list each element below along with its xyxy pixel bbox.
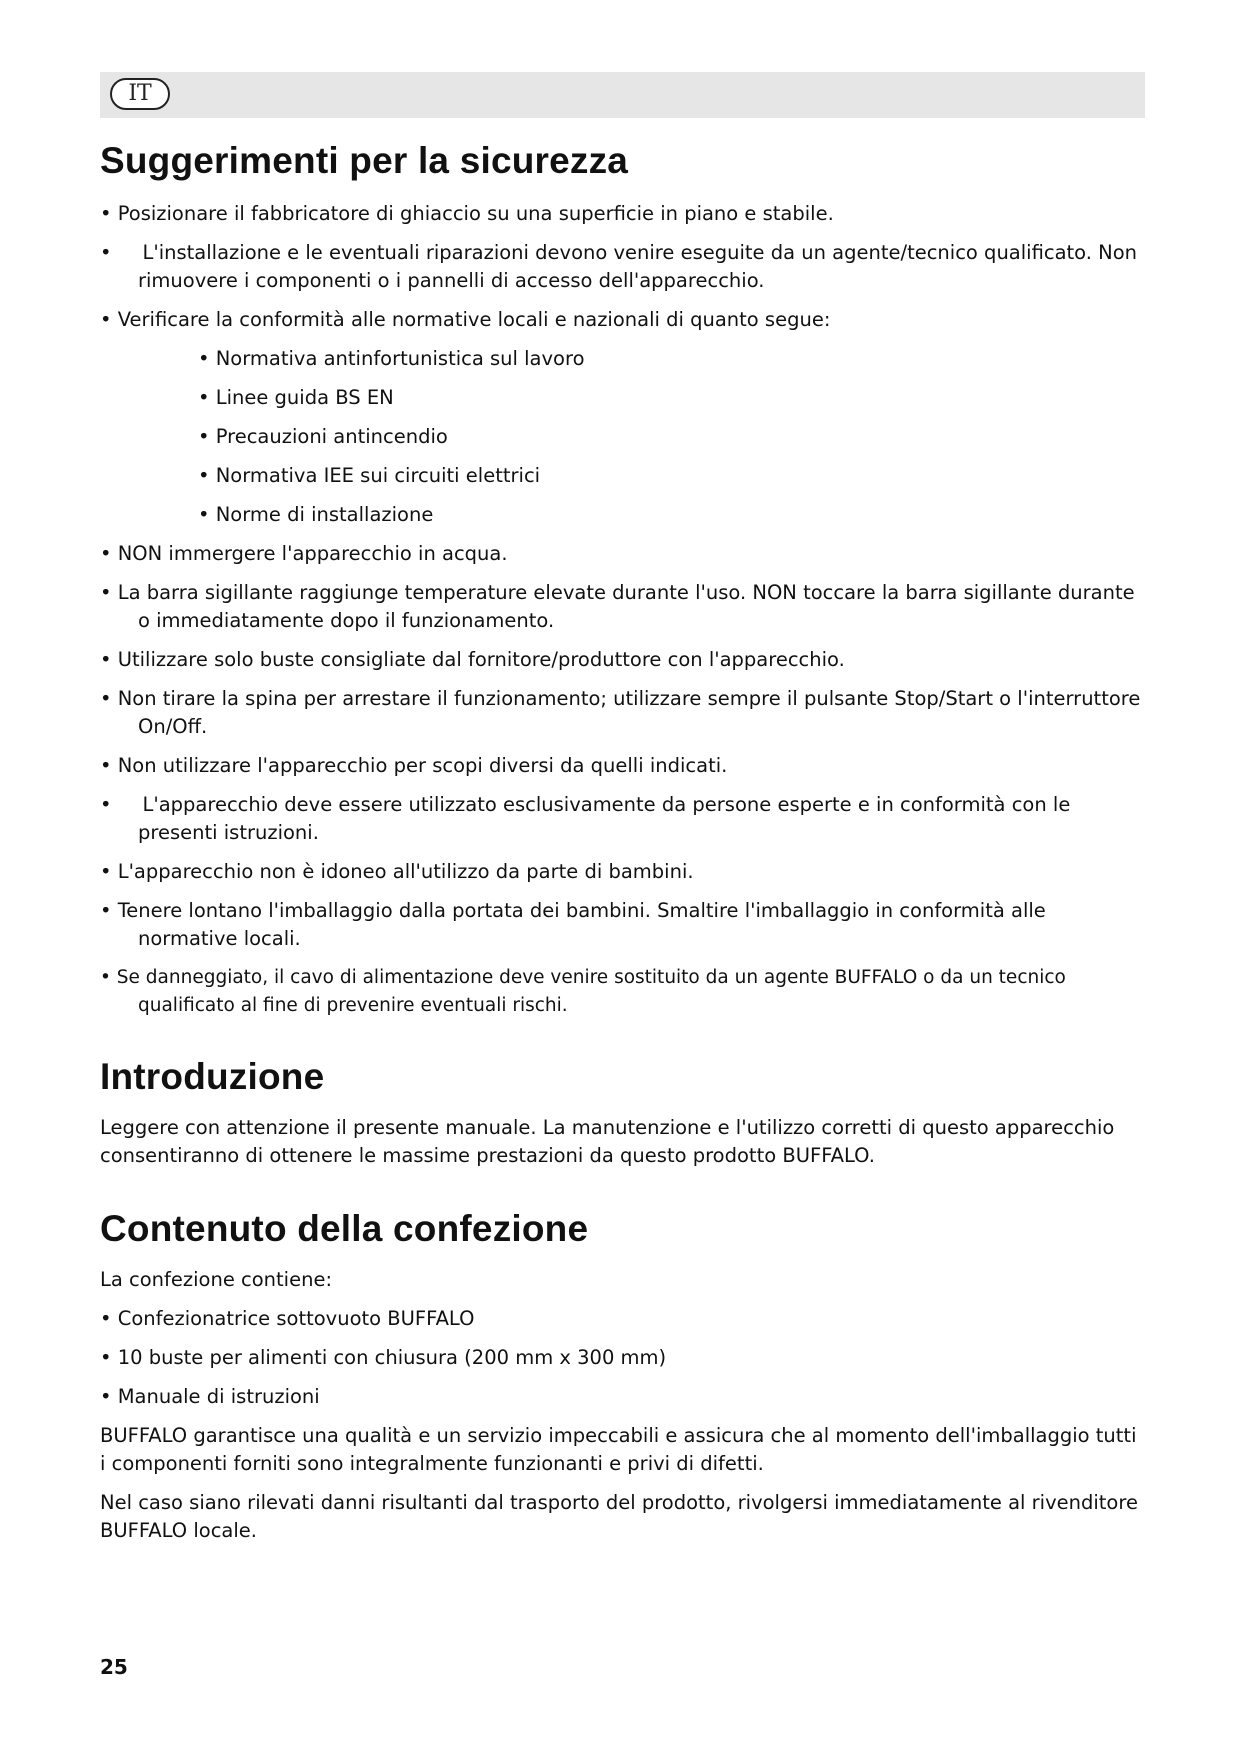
intro-text: Leggere con attenzione il presente manuale. La manutenzione e l'utilizzo corretti di questo apparecchio consentiranno di ottenere le massime prestazioni da questo prodotto BUFFALO. (100, 1116, 1115, 1167)
safety-subitem: • Normativa IEE sui circuiti elettrici (198, 464, 541, 487)
safety-subitem: • Norme di installazione (198, 503, 434, 526)
safety-item: • Tenere lontano l'imballaggio dalla portata dei bambini. Smaltire l'imballaggio in conformità alle normative locali. (100, 899, 1046, 950)
contents-title: Contenuto della confezione (100, 1208, 589, 1249)
safety-subitem: • Linee guida BS EN (198, 386, 394, 409)
intro-title: Introduzione (100, 1056, 325, 1097)
safety-item: • Posizionare il fabbricatore di ghiaccio su una superficie in piano e stabile. (100, 202, 834, 225)
language-badge: IT (110, 78, 170, 110)
safety-item: • L'apparecchio non è idoneo all'utilizzo da parte di bambini. (100, 860, 694, 883)
contents-paragraph: Nel caso siano rilevati danni risultanti dal trasporto del prodotto, rivolgersi immediatamente al rivenditore BUFFALO locale. (100, 1491, 1138, 1542)
safety-subitem: • Precauzioni antincendio (198, 425, 448, 448)
safety-item: • Se danneggiato, il cavo di alimentazione deve venire sostituito da un agente BUFFALO o da un tecnico qualificato al fine di prevenire eventuali rischi. (100, 967, 1066, 1016)
page-content (100, 140, 1145, 1556)
safety-item: • L'installazione e le eventuali riparazioni devono venire eseguite da un agente/tecnico qualificato. Non rimuovere i componenti o i pannelli di accesso dell'apparecchio. (100, 241, 1138, 292)
safety-sublist (100, 345, 1145, 529)
contents-item: • Confezionatrice sottovuoto BUFFALO (100, 1307, 475, 1330)
safety-subitem: • Normativa antinfortunistica sul lavoro (198, 347, 585, 370)
safety-item: • Non utilizzare l'apparecchio per scopi diversi da quelli indicati. (100, 754, 728, 777)
page-number: 25 (100, 1655, 128, 1679)
contents-paragraph: BUFFALO garantisce una qualità e un servizio impeccabili e assicura che al momento dell'imballaggio tutti i componenti forniti sono integralmente funzionanti e privi di difetti. (100, 1424, 1137, 1475)
safety-item: • Utilizzare solo buste consigliate dal fornitore/produttore con l'apparecchio. (100, 648, 845, 671)
safety-item: • Non tirare la spina per arrestare il funzionamento; utilizzare sempre il pulsante Stop/Start o l'interruttore On/Off. (100, 687, 1141, 738)
safety-item: • NON immergere l'apparecchio in acqua. (100, 542, 508, 565)
language-header-bar (100, 72, 1145, 118)
safety-item: • L'apparecchio deve essere utilizzato esclusivamente da persone esperte e in conformità con le presenti istruzioni. (100, 793, 1071, 844)
safety-item: • Verificare la conformità alle normative locali e nazionali di quanto segue: (100, 308, 831, 331)
contents-item: • Manuale di istruzioni (100, 1385, 320, 1408)
safety-title: Suggerimenti per la sicurezza (100, 140, 629, 181)
contents-lead: La confezione contiene: (100, 1268, 333, 1291)
contents-item: • 10 buste per alimenti con chiusura (200 mm x 300 mm) (100, 1346, 667, 1369)
safety-item: • La barra sigillante raggiunge temperature elevate durante l'uso. NON toccare la barra sigillante durante o immediatamente dopo il funzionamento. (100, 581, 1135, 632)
